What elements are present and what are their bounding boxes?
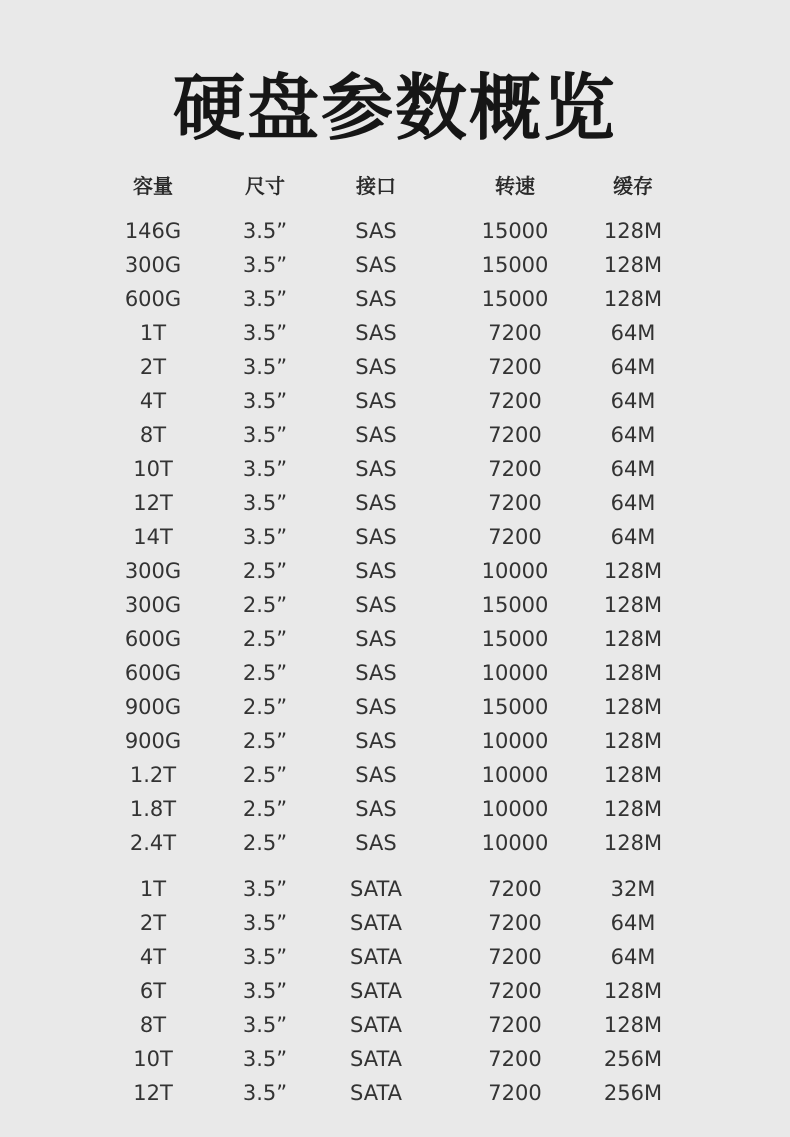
speed-cell: 7200 xyxy=(488,491,542,515)
speed-cell: 15000 xyxy=(481,253,549,277)
speed-cell: 15000 xyxy=(481,287,549,311)
size-cell: 3.5” xyxy=(242,219,288,243)
table-row xyxy=(0,872,790,906)
header-interface: 接口 xyxy=(356,174,396,198)
size-cell: 3.5” xyxy=(242,979,288,1003)
speed-cell: 7200 xyxy=(488,1047,542,1071)
cache-cell: 128M xyxy=(603,253,663,277)
table-row xyxy=(0,282,790,316)
table-row xyxy=(0,792,790,826)
size-cell: 3.5” xyxy=(242,457,288,481)
capacity-cell: 1.8T xyxy=(129,797,177,821)
speed-cell: 15000 xyxy=(481,695,549,719)
table-row xyxy=(0,622,790,656)
capacity-cell: 4T xyxy=(139,945,167,969)
speed-cell: 10000 xyxy=(481,831,549,855)
size-cell: 3.5” xyxy=(242,945,288,969)
speed-cell: 7200 xyxy=(488,979,542,1003)
cache-cell: 64M xyxy=(610,423,656,447)
table-row xyxy=(0,248,790,282)
capacity-cell: 14T xyxy=(133,525,173,549)
capacity-cell: 1T xyxy=(139,321,167,345)
interface-cell: SAS xyxy=(355,423,397,447)
capacity-cell: 900G xyxy=(124,695,182,719)
cache-cell: 64M xyxy=(610,457,656,481)
header-size: 尺寸 xyxy=(245,174,285,198)
table-row xyxy=(0,554,790,588)
sata-group xyxy=(0,872,790,1110)
capacity-cell: 10T xyxy=(133,1047,173,1071)
size-cell: 2.5” xyxy=(242,627,288,651)
cache-cell: 128M xyxy=(603,831,663,855)
cache-cell: 256M xyxy=(603,1081,663,1105)
table-row xyxy=(0,384,790,418)
interface-cell: SAS xyxy=(355,287,397,311)
size-cell: 2.5” xyxy=(242,559,288,583)
table-row xyxy=(0,350,790,384)
cache-cell: 128M xyxy=(603,593,663,617)
interface-cell: SAS xyxy=(355,763,397,787)
interface-cell: SAS xyxy=(355,457,397,481)
capacity-cell: 10T xyxy=(133,457,173,481)
cache-cell: 64M xyxy=(610,525,656,549)
capacity-cell: 1.2T xyxy=(129,763,177,787)
table-row xyxy=(0,1076,790,1110)
interface-cell: SAS xyxy=(355,729,397,753)
cache-cell: 64M xyxy=(610,911,656,935)
table-row xyxy=(0,1008,790,1042)
speed-cell: 7200 xyxy=(488,1081,542,1105)
table-row xyxy=(0,588,790,622)
cache-cell: 128M xyxy=(603,661,663,685)
capacity-cell: 12T xyxy=(133,491,173,515)
size-cell: 2.5” xyxy=(242,661,288,685)
cache-cell: 128M xyxy=(603,219,663,243)
size-cell: 3.5” xyxy=(242,355,288,379)
cache-cell: 32M xyxy=(610,877,656,901)
cache-cell: 128M xyxy=(603,729,663,753)
table-row xyxy=(0,656,790,690)
cache-cell: 128M xyxy=(603,763,663,787)
table-row xyxy=(0,486,790,520)
size-cell: 3.5” xyxy=(242,1013,288,1037)
table-row xyxy=(0,418,790,452)
interface-cell: SAS xyxy=(355,695,397,719)
capacity-cell: 12T xyxy=(133,1081,173,1105)
interface-cell: SAS xyxy=(355,321,397,345)
speed-cell: 10000 xyxy=(481,763,549,787)
capacity-cell: 146G xyxy=(124,219,182,243)
sas-group xyxy=(0,214,790,860)
capacity-cell: 300G xyxy=(124,593,182,617)
cache-cell: 128M xyxy=(603,287,663,311)
table-row xyxy=(0,724,790,758)
size-cell: 2.5” xyxy=(242,797,288,821)
cache-cell: 64M xyxy=(610,321,656,345)
table-row xyxy=(0,452,790,486)
interface-cell: SAS xyxy=(355,253,397,277)
speed-cell: 7200 xyxy=(488,911,542,935)
speed-cell: 7200 xyxy=(488,877,542,901)
interface-cell: SAS xyxy=(355,525,397,549)
interface-cell: SAS xyxy=(355,831,397,855)
capacity-cell: 2.4T xyxy=(129,831,177,855)
spec-table xyxy=(0,168,790,1110)
table-row xyxy=(0,1042,790,1076)
interface-cell: SATA xyxy=(349,1081,403,1105)
size-cell: 2.5” xyxy=(242,729,288,753)
interface-cell: SAS xyxy=(355,219,397,243)
table-row xyxy=(0,826,790,860)
capacity-cell: 300G xyxy=(124,253,182,277)
capacity-cell: 6T xyxy=(139,979,167,1003)
size-cell: 3.5” xyxy=(242,321,288,345)
interface-cell: SATA xyxy=(349,911,403,935)
cache-cell: 256M xyxy=(603,1047,663,1071)
interface-cell: SAS xyxy=(355,355,397,379)
table-row xyxy=(0,940,790,974)
speed-cell: 15000 xyxy=(481,593,549,617)
table-row xyxy=(0,690,790,724)
size-cell: 3.5” xyxy=(242,1081,288,1105)
interface-cell: SATA xyxy=(349,1013,403,1037)
size-cell: 2.5” xyxy=(242,695,288,719)
speed-cell: 7200 xyxy=(488,525,542,549)
speed-cell: 10000 xyxy=(481,661,549,685)
interface-cell: SAS xyxy=(355,797,397,821)
header-capacity: 容量 xyxy=(133,174,173,198)
table-header xyxy=(0,168,790,204)
size-cell: 3.5” xyxy=(242,287,288,311)
capacity-cell: 600G xyxy=(124,661,182,685)
capacity-cell: 900G xyxy=(124,729,182,753)
cache-cell: 128M xyxy=(603,797,663,821)
size-cell: 3.5” xyxy=(242,877,288,901)
speed-cell: 15000 xyxy=(481,219,549,243)
interface-cell: SAS xyxy=(355,491,397,515)
group-gap xyxy=(0,860,790,872)
cache-cell: 128M xyxy=(603,627,663,651)
speed-cell: 7200 xyxy=(488,423,542,447)
capacity-cell: 1T xyxy=(139,877,167,901)
speed-cell: 15000 xyxy=(481,627,549,651)
speed-cell: 10000 xyxy=(481,559,549,583)
capacity-cell: 8T xyxy=(139,423,167,447)
interface-cell: SAS xyxy=(355,627,397,651)
cache-cell: 128M xyxy=(603,979,663,1003)
cache-cell: 128M xyxy=(603,695,663,719)
capacity-cell: 300G xyxy=(124,559,182,583)
speed-cell: 7200 xyxy=(488,457,542,481)
size-cell: 2.5” xyxy=(242,593,288,617)
table-row xyxy=(0,316,790,350)
interface-cell: SATA xyxy=(349,979,403,1003)
interface-cell: SAS xyxy=(355,661,397,685)
cache-cell: 64M xyxy=(610,389,656,413)
size-cell: 2.5” xyxy=(242,831,288,855)
page-title: 硬盘参数概览 xyxy=(172,66,617,150)
speed-cell: 10000 xyxy=(481,729,549,753)
capacity-cell: 600G xyxy=(124,287,182,311)
size-cell: 3.5” xyxy=(242,423,288,447)
interface-cell: SAS xyxy=(355,389,397,413)
header-cache: 缓存 xyxy=(613,174,653,198)
interface-cell: SATA xyxy=(349,1047,403,1071)
cache-cell: 64M xyxy=(610,491,656,515)
size-cell: 3.5” xyxy=(242,1047,288,1071)
interface-cell: SAS xyxy=(355,559,397,583)
capacity-cell: 600G xyxy=(124,627,182,651)
interface-cell: SATA xyxy=(349,945,403,969)
table-row xyxy=(0,758,790,792)
table-row xyxy=(0,214,790,248)
header-speed: 转速 xyxy=(495,174,535,198)
capacity-cell: 2T xyxy=(139,355,167,379)
size-cell: 3.5” xyxy=(242,525,288,549)
speed-cell: 7200 xyxy=(488,321,542,345)
cache-cell: 128M xyxy=(603,1013,663,1037)
speed-cell: 7200 xyxy=(488,1013,542,1037)
capacity-cell: 4T xyxy=(139,389,167,413)
speed-cell: 10000 xyxy=(481,797,549,821)
table-row xyxy=(0,906,790,940)
capacity-cell: 8T xyxy=(139,1013,167,1037)
table-row xyxy=(0,520,790,554)
speed-cell: 7200 xyxy=(488,389,542,413)
size-cell: 2.5” xyxy=(242,763,288,787)
speed-cell: 7200 xyxy=(488,355,542,379)
interface-cell: SAS xyxy=(355,593,397,617)
size-cell: 3.5” xyxy=(242,389,288,413)
cache-cell: 64M xyxy=(610,355,656,379)
cache-cell: 64M xyxy=(610,945,656,969)
size-cell: 3.5” xyxy=(242,491,288,515)
speed-cell: 7200 xyxy=(488,945,542,969)
table-row xyxy=(0,974,790,1008)
size-cell: 3.5” xyxy=(242,911,288,935)
interface-cell: SATA xyxy=(349,877,403,901)
size-cell: 3.5” xyxy=(242,253,288,277)
cache-cell: 128M xyxy=(603,559,663,583)
capacity-cell: 2T xyxy=(139,911,167,935)
